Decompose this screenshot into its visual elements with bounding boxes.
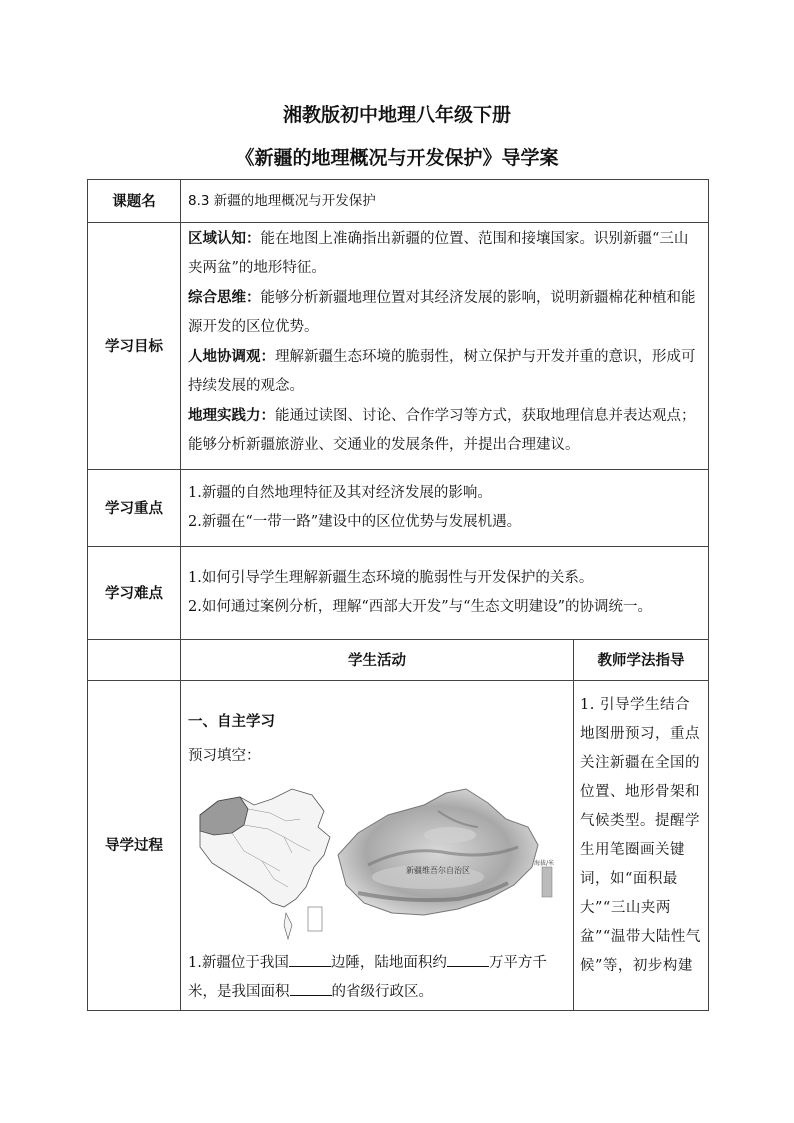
map-svg bbox=[188, 775, 568, 945]
empty-cell bbox=[88, 640, 181, 681]
china-map bbox=[200, 789, 330, 939]
blank-field[interactable] bbox=[289, 952, 331, 967]
prompt-text: 预习填空： bbox=[188, 748, 261, 764]
goals-content bbox=[181, 223, 709, 470]
key-points-content bbox=[181, 470, 709, 547]
xinjiang-relief-map bbox=[338, 789, 554, 915]
blank-field[interactable] bbox=[290, 981, 332, 996]
row-goals bbox=[88, 223, 709, 470]
teacher-guide-header: 教师学法指导 bbox=[574, 640, 709, 681]
goal-item: 区域认知：能在地图上准确指出新疆的位置、范围和接壤国家。识别新疆“三山夹两盆”的地形特征。 bbox=[188, 230, 689, 276]
row-topic bbox=[88, 180, 709, 223]
process-label: 导学过程 bbox=[88, 681, 181, 1011]
region-label: 新疆维吾尔自治区 bbox=[406, 866, 470, 875]
difficulties-content bbox=[181, 547, 709, 640]
row-difficulties bbox=[88, 547, 709, 640]
row-key-points bbox=[88, 470, 709, 547]
section-title: 一、自主学习 bbox=[188, 713, 275, 730]
row-activity-header bbox=[88, 640, 709, 681]
document-subtitle: 《新疆的地理概况与开发保护》导学案 bbox=[235, 147, 559, 169]
key-point-item: 2.新疆在“一带一路”建设中的区位优势与发展机遇。 bbox=[188, 514, 522, 530]
teacher-guide-cell: 1. 引导学生结合地图册预习，重点关注新疆在全国的位置、地形骨架和气候类型。提醒学生用笔圈画关键词，如“面积最大”“三山夹两盆”“温带大陆性气候”等，初步构建 bbox=[574, 681, 709, 1011]
question-1: 1.新疆位于我国 边陲，陆地面积约 万平方千米，是我国面积 的省级行政区。 bbox=[188, 949, 567, 1007]
map-figure bbox=[188, 775, 567, 945]
goal-item: 人地协调观：理解新疆生态环境的脆弱性，树立保护与开发并重的意识，形成可持续发展的观念。 bbox=[188, 348, 696, 394]
guide-table bbox=[87, 179, 709, 1011]
difficulties-label: 学习难点 bbox=[88, 547, 181, 640]
blank-field[interactable] bbox=[447, 952, 489, 967]
difficulty-item: 2.如何通过案例分析，理解“西部大开发”与“生态文明建设”的协调统一。 bbox=[188, 599, 652, 615]
goal-item: 地理实践力：能通过读图、讨论、合作学习等方式，获取地理信息并表达观点；能够分析新疆旅游业、交通业的发展条件，并提出合理建议。 bbox=[188, 407, 696, 453]
goal-item: 综合思维：能够分析新疆地理位置对其经济发展的影响，说明新疆棉花种植和能源开发的区位优势。 bbox=[188, 289, 696, 335]
legend-title: 海拔/米 bbox=[534, 860, 555, 867]
topic-value: 8.3 新疆的地理概况与开发保护 bbox=[181, 180, 709, 223]
goals-label: 学习目标 bbox=[88, 223, 181, 470]
topic-label: 课题名 bbox=[88, 180, 181, 223]
row-process bbox=[88, 681, 709, 1011]
key-points-label: 学习重点 bbox=[88, 470, 181, 547]
key-point-item: 1.新疆的自然地理特征及其对经济发展的影响。 bbox=[188, 485, 492, 501]
document-title: 湘教版初中地理八年级下册 bbox=[282, 104, 511, 126]
student-activity-cell bbox=[181, 681, 574, 1011]
difficulty-item: 1.如何引导学生理解新疆生态环境的脆弱性与开发保护的关系。 bbox=[188, 570, 594, 586]
student-activity-header: 学生活动 bbox=[181, 640, 574, 681]
